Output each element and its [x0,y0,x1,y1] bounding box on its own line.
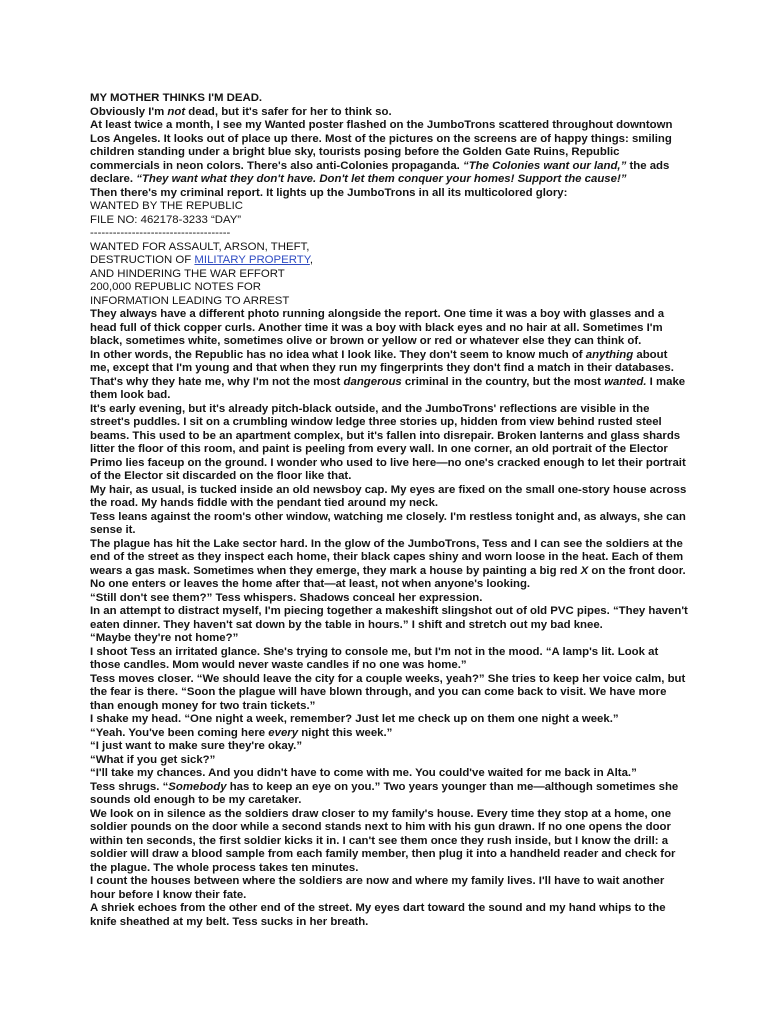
paragraph: “Yeah. You've been coming here every night this week.” [90,726,393,739]
paragraph: At least twice a month, I see my Wanted poster flashed on the JumboTrons scattered throughout downtown Los Angeles. It looks out of place up there. Most of the pictures on the screens are of happy things: smiling children standing under a bright blue sky, tourists posing before the Golden Gate Ruins, Republic commercials in neon colors. There's also anti-Colonies propaganda. “The Colonies want our land,” the ads declare. “They want what they don't have. Don't let them conquer your homes! Support the cause!” [90,119,673,185]
paragraph: The plague has hit the Lake sector hard. In the glow of the JumboTrons, Tess and I can see the soldiers at the end of the street as they inspect each home, their black capes shiny and worn loose in the heat. Each of them wears a gas mask. Sometimes when they emerge, they mark a house by painting a big red X on the front door. No one enters or leaves the home after that—at least, not when anyone's looking. [90,537,686,590]
paragraph: Tess leans against the room's other window, watching me closely. I'm restless tonight and, as always, she can sense it. [90,510,686,536]
chapter-heading: MY MOTHER THINKS I'M DEAD. [90,92,263,104]
report-divider: ------------------------------------- [90,227,231,239]
report-line: WANTED BY THE REPUBLIC [90,200,243,212]
paragraph: “What if you get sick?” [90,753,216,766]
report-line: AND HINDERING THE WAR EFFORT [90,267,285,280]
report-line: INFORMATION LEADING TO ARREST [90,294,290,307]
document-page [90,92,690,929]
military-property-link[interactable]: MILITARY PROPERTY [194,254,310,266]
paragraph: “Maybe they're not home?” [90,632,239,644]
report-line: FILE NO: 462178-3233 “DAY” [90,213,242,226]
paragraph: “I'll take my chances. And you didn't have to come with me. You could've waited for me back in Alta.” [90,767,637,779]
paragraph: I count the houses between where the soldiers are now and where my family lives. I'll have to wait another hour before I know their fate. [90,875,665,901]
paragraph: It's early evening, but it's already pitch-black outside, and the JumboTrons' reflections are visible in the street's puddles. I sit on a crumbling window ledge three stories up, hidden from view behind rusted steel beams. This used to be an apartment complex, but it's fallen into disrepair. Broken lanterns and glass shards litter the floor of this room, and paint is peeling from every wall. In one corner, an old portrait of the Elector Primo lies faceup on the ground. I wonder who used to live here—no one's cracked enough to let their portrait of the Elector sit discarded on the floor like that. [90,402,686,482]
paragraph: A shriek echoes from the other end of the street. My eyes dart toward the sound and my hand whips to the knife sheathed at my belt. Tess sucks in her breath. [90,902,666,928]
report-line: DESTRUCTION OF MILITARY PROPERTY, [90,254,314,266]
paragraph: Then there's my criminal report. It lights up the JumboTrons in all its multicolored glory: [90,186,568,199]
paragraph: “Still don't see them?” Tess whispers. Shadows conceal her expression. [90,591,483,604]
paragraph: We look on in silence as the soldiers draw closer to my family's house. Every time they stop at a home, one soldier pounds on the door while a second stands next to him with his gun drawn. If no one opens the door within ten seconds, the first soldier kicks it in. I can't see them once they rush inside, but I know the drill: a soldier will draw a blood sample from each family member, then plug it into a handheld reader and check for the plague. The whole process takes ten minutes. [90,807,676,874]
paragraph: They always have a different photo running alongside the report. One time it was a boy with glasses and a head full of thick copper curls. Another time it was a boy with black eyes and no hair at all. Sometimes I'm black, sometimes white, sometimes olive or brown or yellow or red or whatever else they can think of. [90,308,665,347]
paragraph: Tess moves closer. “We should leave the city for a couple weeks, yeah?” She tries to keep her voice calm, but the fear is there. “Soon the plague will have blown through, and you can come back to visit. We have more than enough money for two train tickets.” [90,672,686,712]
paragraph: In an attempt to distract myself, I'm piecing together a makeshift slingshot out of old PVC pipes. “They haven't eaten dinner. They haven't sat down by the table in hours.” I shift and stretch out my bad knee. [90,605,688,631]
paragraph: I shake my head. “One night a week, remember? Just let me check up on them one night a week.” [90,713,619,725]
paragraph: My hair, as usual, is tucked inside an old newsboy cap. My eyes are fixed on the small one-story house across the road. My hands fiddle with the pendant tied around my neck. [90,483,687,509]
report-line: WANTED FOR ASSAULT, ARSON, THEFT, [90,240,310,253]
paragraph: “I just want to make sure they're okay.” [90,740,303,752]
paragraph: Tess shrugs. “Somebody has to keep an eye on you.” Two years younger than me—although sometimes she sounds old enough to be my caretaker. [90,780,679,806]
paragraph: In other words, the Republic has no idea what I look like. They don't seem to know much of anything about me, except that I'm young and that when they run my fingerprints they don't find a match in their databases. That's why they hate me, why I'm not the most dangerous criminal in the country, but the most wanted. I make them look bad. [90,348,686,401]
paragraph: I shoot Tess an irritated glance. She's trying to console me, but I'm not in the mood. “A lamp's lit. Look at those candles. Mom would never waste candles if no one was home.” [90,645,659,671]
report-line: 200,000 REPUBLIC NOTES FOR [90,281,261,293]
paragraph: Obviously I'm not dead, but it's safer for her to think so. [90,105,392,118]
wanted-report [90,200,690,308]
